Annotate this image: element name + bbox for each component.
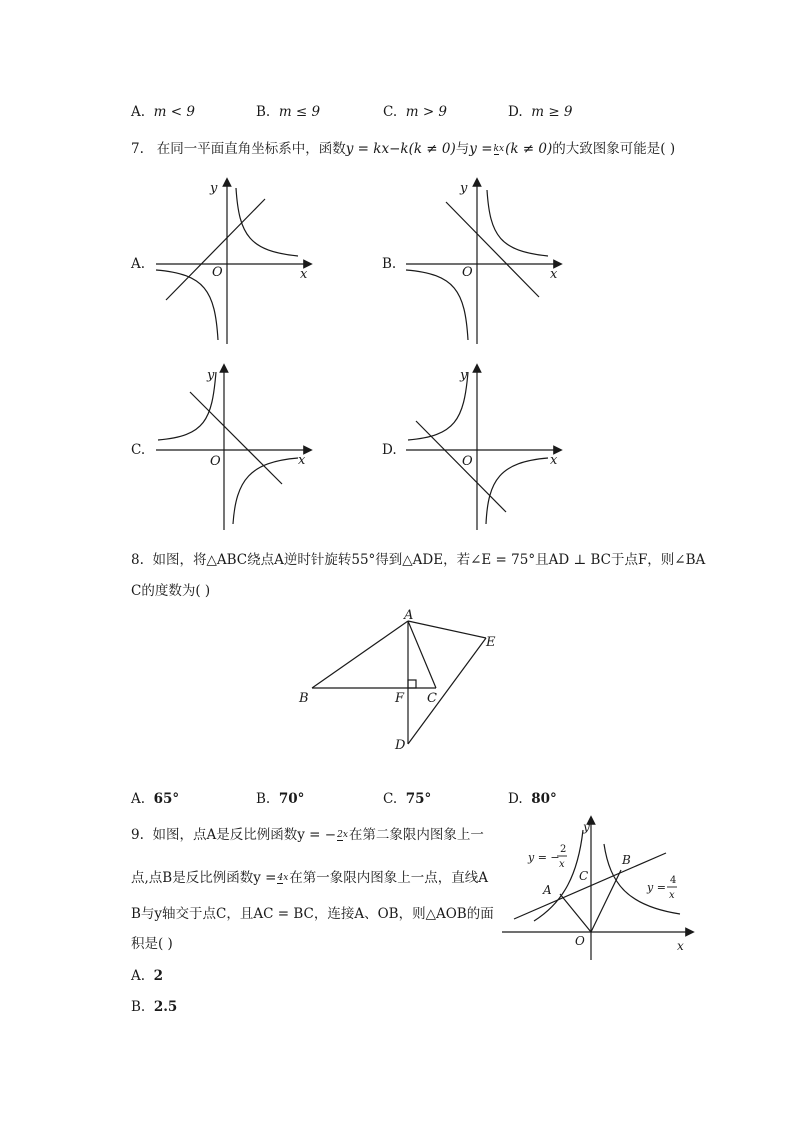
svg-text:B: B	[622, 853, 631, 867]
q7-graph-b	[400, 176, 570, 348]
hyperbola-branch-q4	[486, 458, 548, 524]
svg-text:y: y	[460, 368, 468, 383]
line-graph	[190, 392, 282, 484]
svg-text:B: B	[299, 691, 309, 706]
q7-graph-c-label: C.	[131, 442, 146, 458]
hyperbola-branch-q3	[156, 270, 218, 340]
q7-graph-c	[150, 362, 320, 534]
svg-text:x: x	[298, 453, 306, 468]
line-graph	[166, 199, 265, 300]
svg-text:A: A	[404, 608, 414, 623]
line-graph	[446, 202, 539, 297]
q6-option-b: B. m ≤ 9	[256, 104, 321, 120]
svg-text:y = −: y = −	[528, 851, 560, 864]
q6-option-a: A. m < 9	[131, 104, 195, 120]
svg-text:y: y	[460, 181, 468, 196]
svg-text:y: y	[583, 820, 590, 834]
hyperbola-branch-q1	[487, 190, 548, 256]
q8-option-b: B. 70°	[256, 791, 305, 807]
q7-graph-b-label: B.	[382, 256, 397, 272]
line-graph	[416, 421, 506, 512]
hyperbola-branch-q1	[236, 188, 298, 256]
svg-text:O: O	[462, 265, 473, 280]
svg-text:x: x	[300, 267, 308, 282]
svg-text:A: A	[543, 883, 552, 897]
q8-stem-line1: 8. 如图，将△ABC绕点A逆时针旋转55°得到△ADE，若∠E = 75°且AD ⊥ BC于点F，则∠BA	[131, 552, 706, 568]
svg-text:y: y	[207, 368, 215, 383]
svg-text:x: x	[559, 859, 565, 870]
svg-text:F: F	[395, 691, 405, 706]
hyperbola-branch-q2	[408, 372, 468, 440]
svg-text:x: x	[550, 267, 558, 282]
q7-stem: 7. 在同一平面直角坐标系中，函数y = kx−k(k ≠ 0)与y =kx(k ≠ 0)的大致图象可能是( )	[131, 141, 676, 157]
q7-number: 7.	[131, 141, 144, 157]
svg-text:y: y	[210, 181, 218, 196]
svg-text:O: O	[212, 265, 223, 280]
svg-text:O: O	[575, 934, 585, 948]
svg-text:D: D	[395, 738, 406, 753]
q7-graph-d-label: D.	[382, 442, 397, 458]
q6-option-c: C. m > 9	[383, 104, 448, 120]
q7-fraction: kx	[493, 144, 505, 154]
q9-stem-line3: B与y轴交于点C，且AC = BC，连接A、OB，则△AOB的面	[131, 906, 494, 922]
svg-text:x: x	[669, 890, 675, 901]
q8-option-d: D. 80°	[508, 791, 557, 807]
q8-triangle-figure	[290, 606, 510, 756]
svg-text:x: x	[677, 939, 684, 953]
q7-graph-a	[150, 176, 320, 348]
q7-graph-a-label: A.	[131, 256, 146, 272]
svg-text:4: 4	[670, 875, 677, 886]
q6-option-d: D. m ≥ 9	[508, 104, 573, 120]
q8-stem-line2: C的度数为( )	[131, 583, 211, 599]
svg-text:E: E	[486, 635, 496, 650]
q7-graph-d	[400, 362, 570, 534]
q9-figure	[500, 814, 700, 964]
svg-text:C: C	[579, 869, 589, 883]
q9-stem-line4: 积是( )	[131, 936, 173, 952]
svg-text:2: 2	[560, 844, 567, 855]
q9-stem-line1: 9. 如图，点A是反比例函数y = −2x在第二象限内图象上一	[131, 827, 484, 843]
q9-option-a: A. 2	[131, 968, 164, 984]
q9-option-b: B. 2.5	[131, 999, 178, 1015]
svg-text:C: C	[427, 691, 437, 706]
q8-option-c: C. 75°	[383, 791, 432, 807]
q8-option-a: A. 65°	[131, 791, 180, 807]
svg-text:O: O	[210, 454, 221, 469]
q9-stem-line2: 点,点B是反比例函数y =4x在第一象限内图象上一点，直线A	[131, 870, 489, 886]
svg-text:x: x	[550, 453, 558, 468]
svg-text:O: O	[462, 454, 473, 469]
svg-text:y =: y =	[647, 881, 666, 894]
hyperbola-branch-q3	[406, 270, 468, 340]
